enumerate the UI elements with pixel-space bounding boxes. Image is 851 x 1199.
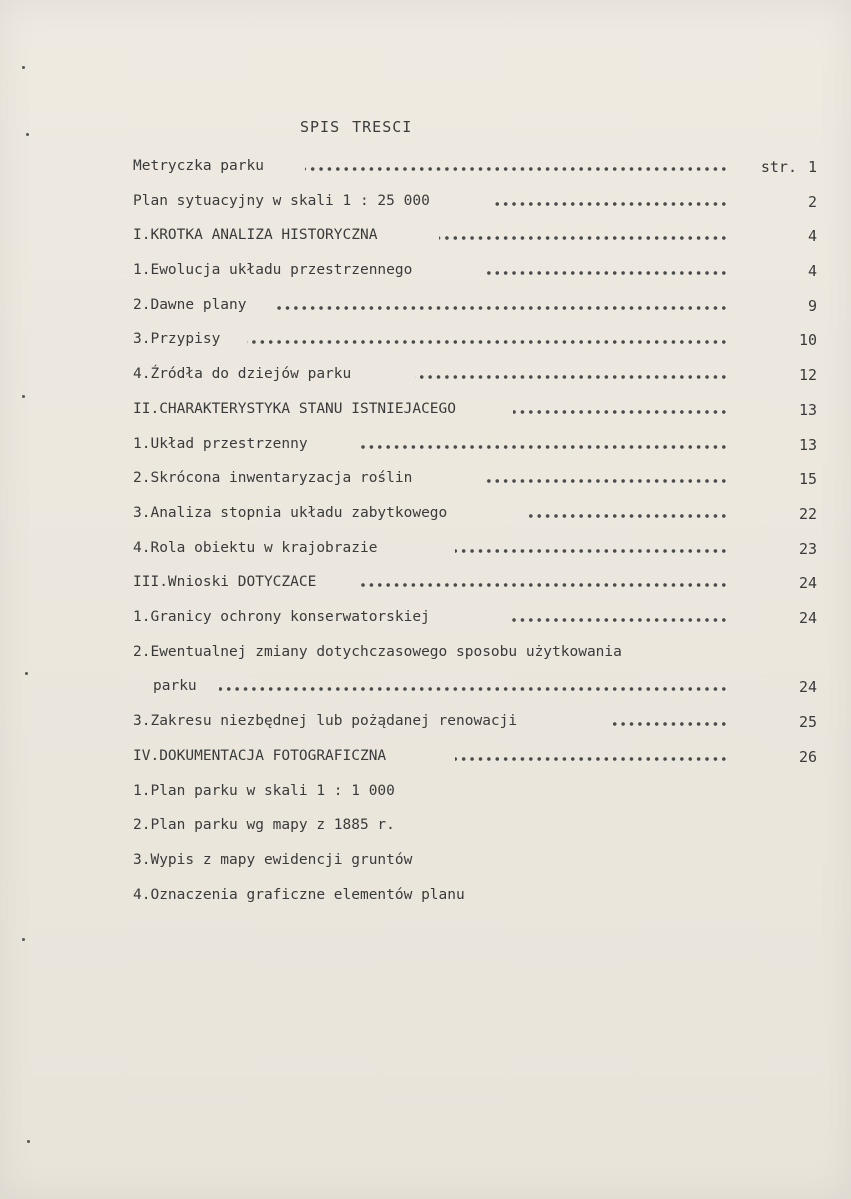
toc-entry-label: 3.Analiza stopnia układu zabytkowego bbox=[133, 504, 448, 521]
toc-entry-label: 4.Rola obiektu w krajobrazie bbox=[133, 539, 378, 556]
attachment-item bbox=[133, 779, 823, 814]
toc-row bbox=[133, 744, 823, 779]
toc-entry-label: parku bbox=[153, 678, 197, 695]
page-number: 25 bbox=[798, 713, 817, 732]
toc-row bbox=[133, 709, 823, 744]
toc-entry-label: Metryczka parku bbox=[133, 158, 264, 174]
dot-leader bbox=[415, 371, 728, 383]
toc-entry-label: 2.Ewentualnej zmiany dotychczasowego sposobu użytkowania bbox=[133, 643, 622, 660]
page-number: 15 bbox=[798, 470, 817, 489]
page-number: 26 bbox=[798, 748, 817, 766]
dot-leader bbox=[247, 336, 728, 348]
attachment-item bbox=[133, 813, 823, 848]
title-word-1: SPIS bbox=[300, 118, 341, 136]
page-number: 23 bbox=[798, 539, 817, 558]
dot-leader bbox=[305, 163, 728, 175]
table-of-contents bbox=[133, 154, 823, 917]
toc-entry-label: 3.Przypisy bbox=[133, 331, 221, 348]
dot-leader bbox=[495, 198, 728, 210]
page-number: 10 bbox=[798, 331, 817, 350]
margin-dot bbox=[25, 672, 28, 675]
page-number: 12 bbox=[798, 366, 817, 385]
attachment-label: 1.Plan parku w skali 1 : 1 000 bbox=[133, 782, 395, 799]
toc-row bbox=[133, 640, 823, 675]
dot-leader bbox=[485, 475, 728, 487]
toc-entry-label: II.CHARAKTERYSTYKA STANU ISTNIEJACEGO bbox=[133, 400, 457, 417]
page-number: 4 bbox=[807, 227, 817, 246]
toc-entry-label: 2.Skrócona inwentaryzacja roślin bbox=[133, 470, 413, 487]
dot-leader bbox=[275, 302, 728, 314]
toc-row bbox=[133, 605, 823, 640]
toc-row bbox=[133, 570, 823, 605]
dot-leader bbox=[527, 510, 728, 522]
dot-leader bbox=[219, 683, 728, 695]
toc-row bbox=[133, 154, 823, 189]
toc-entry-label: 2.Dawne plany bbox=[133, 296, 247, 313]
page-number: 24 bbox=[798, 574, 817, 593]
attachment-item bbox=[133, 848, 823, 883]
dot-leader bbox=[513, 406, 728, 418]
toc-row bbox=[133, 223, 823, 258]
page-number: 13 bbox=[798, 400, 817, 419]
toc-row bbox=[133, 293, 823, 328]
page-prefix: str. bbox=[760, 158, 797, 176]
margin-dot bbox=[26, 133, 29, 136]
toc-row bbox=[133, 501, 823, 536]
dot-leader bbox=[511, 614, 728, 626]
toc-row bbox=[133, 536, 823, 571]
dot-leader bbox=[359, 579, 728, 591]
toc-entry-label: IV.DOKUMENTACJA FOTOGRAFICZNA bbox=[133, 748, 387, 764]
dot-leader bbox=[359, 441, 728, 453]
toc-entry-label: Plan sytuacyjny w skali 1 : 25 000 bbox=[133, 192, 430, 209]
toc-row bbox=[133, 362, 823, 397]
page-number: 22 bbox=[798, 504, 817, 523]
toc-row bbox=[133, 432, 823, 467]
page-title bbox=[300, 118, 412, 136]
page-number: 13 bbox=[798, 435, 817, 454]
toc-entry-label: 4.Źródła do dziejów parku bbox=[133, 366, 352, 383]
page-number: 24 bbox=[798, 608, 817, 627]
attachment-label: 3.Wypis z mapy ewidencji gruntów bbox=[133, 852, 413, 869]
toc-entry-label: 1.Układ przestrzenny bbox=[133, 435, 308, 452]
page-number: 4 bbox=[807, 262, 817, 281]
dot-leader bbox=[455, 753, 728, 765]
page-number: 2 bbox=[807, 192, 817, 211]
dot-leader bbox=[439, 232, 728, 244]
toc-entry-label: I.KROTKA ANALIZA HISTORYCZNA bbox=[133, 227, 378, 244]
toc-entry-label: III.Wnioski DOTYCZACE bbox=[133, 574, 317, 591]
margin-dot bbox=[22, 938, 25, 941]
dot-leader bbox=[455, 545, 728, 557]
attachment-item bbox=[133, 883, 823, 918]
toc-entry-label: 3.Zakresu niezbędnej lub pożądanej renowacji bbox=[133, 713, 518, 730]
dot-leader bbox=[486, 267, 728, 279]
page-number: 24 bbox=[798, 678, 817, 697]
dot-leader bbox=[611, 718, 728, 730]
toc-row bbox=[133, 189, 823, 224]
toc-row-continuation bbox=[133, 674, 823, 709]
title-word-2: TRESCI bbox=[352, 118, 413, 136]
page-number: 9 bbox=[807, 296, 817, 315]
attachment-label: 2.Plan parku wg mapy z 1885 r. bbox=[133, 817, 395, 834]
toc-row bbox=[133, 466, 823, 501]
margin-dot bbox=[22, 66, 25, 69]
page-number: 1 bbox=[807, 158, 817, 176]
toc-row bbox=[133, 327, 823, 362]
toc-row bbox=[133, 258, 823, 293]
margin-dot bbox=[27, 1140, 30, 1143]
toc-entry-label: 1.Ewolucja układu przestrzennego bbox=[133, 262, 413, 279]
margin-dot bbox=[22, 395, 25, 398]
toc-row bbox=[133, 397, 823, 432]
attachment-label: 4.Oznaczenia graficzne elementów planu bbox=[133, 886, 465, 903]
toc-entry-label: 1.Granicy ochrony konserwatorskiej bbox=[133, 608, 430, 625]
